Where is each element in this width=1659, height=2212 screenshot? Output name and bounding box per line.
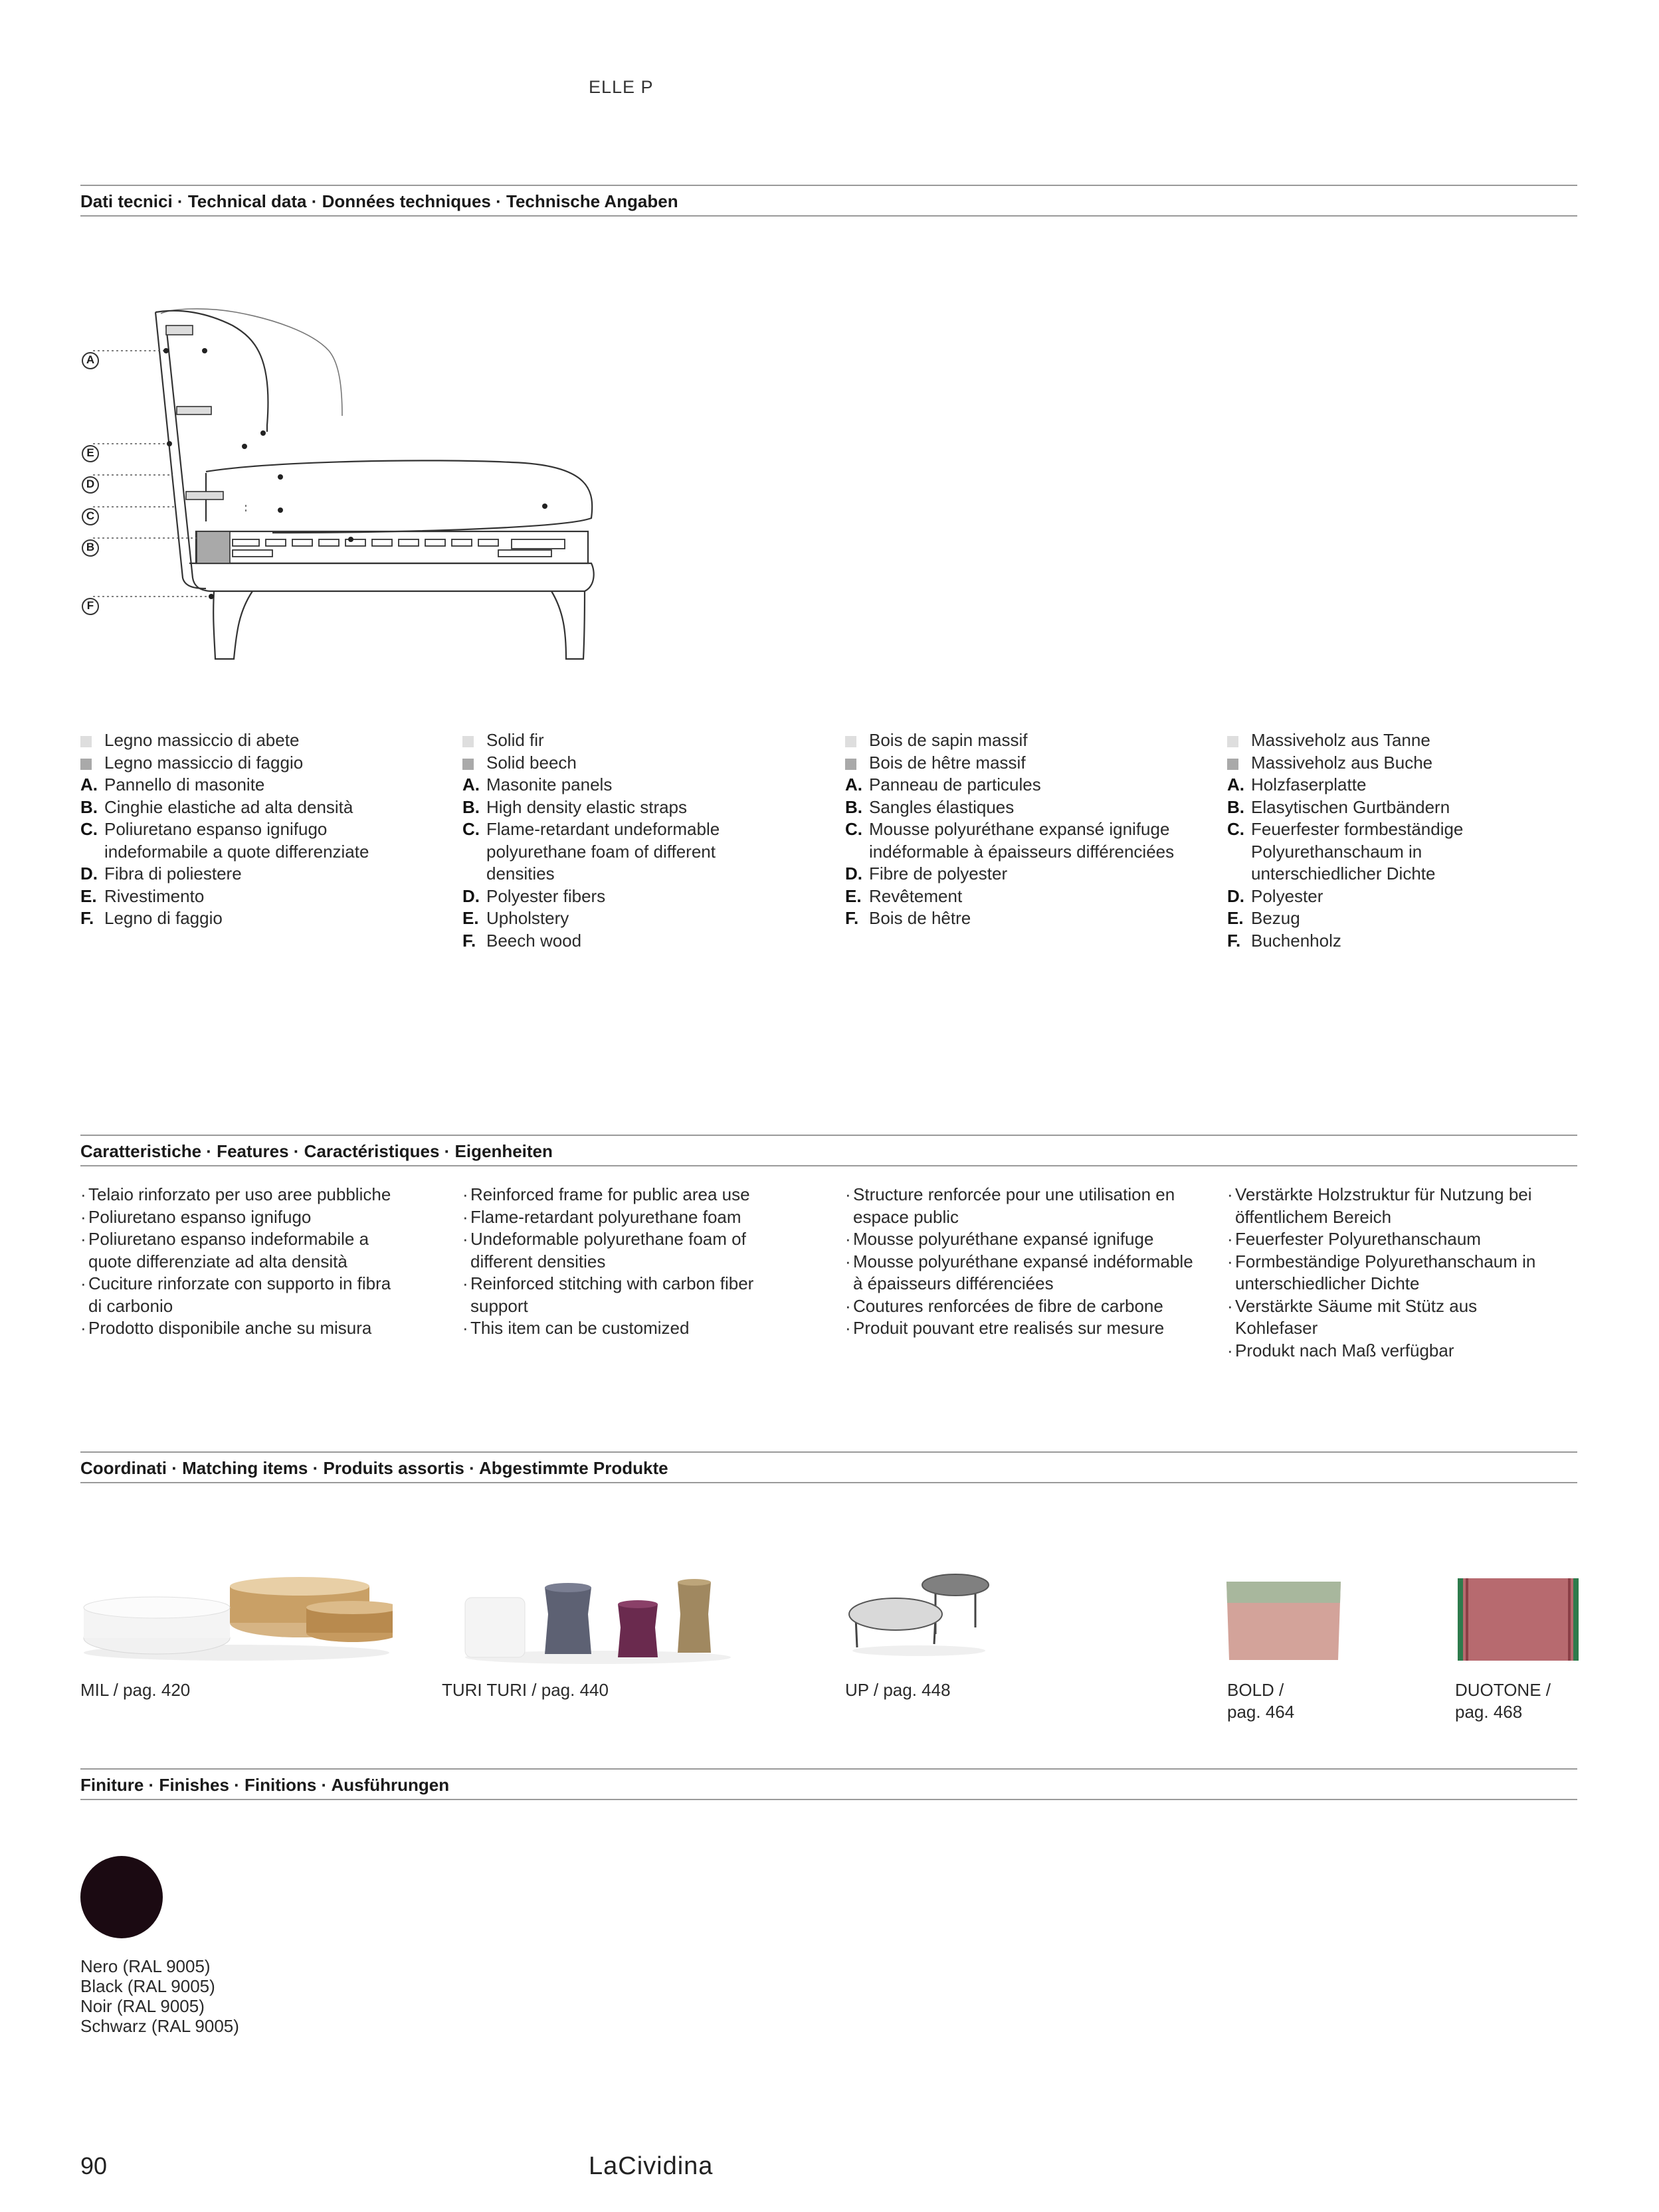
feature-item: · Reinforced frame for public area use [462,1184,808,1206]
features-en [462,1184,808,1340]
finish-swatch-black[interactable] [80,1856,163,1938]
material-d: D. Polyester [1227,885,1323,906]
mil-tables-thumbnail[interactable] [80,1566,393,1666]
material-b: B. Cinghie elastiche ad alta densità [80,796,353,817]
material-e: E. Bezug [1227,908,1300,928]
brand-name: LaCividina [589,2152,714,2180]
material-f: F. Beech wood [462,930,582,951]
features-it [80,1184,426,1340]
feature-item: · Produkt nach Maß verfügbar [1227,1340,1573,1362]
armchair-section-diagram [73,299,605,671]
page-number: 90 [80,2152,108,2179]
section-title-matching: Coordinati · Matching items · Produits assortis · Abgestimmte Produkte [80,1458,668,1478]
materials-fr [845,729,1204,930]
feature-item: · Coutures renforcées de fibre de carbone [845,1295,1191,1318]
feature-item: · Cuciture rinforzate con supporto in fibra di carbonio [80,1273,401,1317]
material-fir: Massiveholz aus Tanne [1227,729,1586,752]
feature-item: · Flame-retardant polyurethane foam [462,1206,808,1229]
material-fir: Bois de sapin massif [845,729,1204,752]
feature-item: · Verstärkte Säume mit Stütz aus Kohlefaser [1227,1295,1547,1340]
feature-item: · Prodotto disponibile anche su misura [80,1317,426,1340]
finish-label-black: Nero (RAL 9005) Black (RAL 9005) Noir (RAL 9005) Schwarz (RAL 9005) [80,1956,239,2036]
material-c: C. Mousse polyuréthane expansé ignifuge indéformable à épaisseurs différenciées [845,819,1175,862]
matching-caption-duotone[interactable]: DUOTONE / pag. 468 [1455,1680,1551,1722]
section-rule-bottom [80,1799,1577,1800]
material-d: D. Fibra di poliestere [80,864,242,883]
marker-b: B [80,538,100,558]
marker-f: F [80,597,100,616]
feature-item: · Poliuretano espanso indeformabile a quote differenziate ad alta densità [80,1228,401,1273]
marker-a: A [80,351,100,371]
material-f: F. Legno di faggio [80,908,223,928]
feature-item: · Formbeständige Polyurethanschaum in unterschiedlicher Dichte [1227,1251,1547,1295]
feature-item: · Undeformable polyurethane foam of different densities [462,1228,783,1273]
material-e: E. Upholstery [462,908,569,928]
material-a: A. Panneau de particules [845,775,1041,794]
features-fr [845,1184,1191,1340]
section-title-finishes: Finiture · Finishes · Finitions · Ausführungen [80,1775,450,1795]
section-rule-top [80,1451,1577,1453]
materials-de [1227,729,1586,952]
product-name: ELLE P [589,77,654,97]
feature-item: · Structure renforcée pour une utilisation en espace public [845,1184,1199,1228]
marker-e: E [80,444,100,464]
material-a: A. Holzfaserplatte [1227,775,1367,794]
feature-item: · Reinforced stitching with carbon fiber support [462,1273,783,1317]
matching-caption-up[interactable]: UP / pag. 448 [845,1680,951,1700]
duotone-rug-thumbnail[interactable] [1455,1576,1581,1665]
material-b: B. Sangles élastiques [845,796,1015,817]
bold-rug-thumbnail[interactable] [1224,1578,1343,1664]
material-a: A. Masonite panels [462,775,613,794]
material-c: C. Poliuretano espanso ignifugo indeformabile a quote differenziate [80,819,369,862]
section-rule-bottom [80,1165,1577,1166]
section-rule-top [80,185,1577,186]
materials-en [462,729,821,952]
marker-d: D [80,475,100,495]
up-tables-thumbnail[interactable] [842,1561,995,1661]
feature-item: · Poliuretano espanso ignifugo [80,1206,426,1229]
material-e: E. Revêtement [845,885,963,906]
material-f: F. Bois de hêtre [845,908,971,928]
turi-turi-thumbnail[interactable] [458,1574,737,1667]
material-b: B. High density elastic straps [462,796,688,817]
marker-c: C [80,507,100,527]
feature-item: · Mousse polyuréthane expansé ignifuge [845,1228,1191,1251]
section-rule-bottom [80,1482,1577,1483]
material-fir: Legno massiccio di abete [80,729,439,752]
matching-caption-mil[interactable]: MIL / pag. 420 [80,1680,191,1700]
material-d: D. Fibre de polyester [845,864,1008,883]
section-rule-top [80,1135,1577,1136]
feature-item: · Mousse polyuréthane expansé indéformable à épaisseurs différenciées [845,1251,1199,1295]
section-rule-top [80,1768,1577,1770]
material-beech: Legno massiccio di faggio [80,752,439,775]
feature-item: · This item can be customized [462,1317,808,1340]
materials-it [80,729,439,930]
material-beech: Bois de hêtre massif [845,752,1204,775]
feature-item: · Produit pouvant etre realisés sur mesure [845,1317,1191,1340]
material-d: D. Polyester fibers [462,885,606,906]
material-fir: Solid fir [462,729,821,752]
material-beech: Solid beech [462,752,821,775]
material-e: E. Rivestimento [80,885,205,906]
section-title-features: Caratteristiche · Features · Caractéristiques · Eigenheiten [80,1141,553,1161]
material-c: C. Flame-retardant undeformable polyurethane foam of different densities [462,819,720,883]
material-c: C. Feuerfester formbeständige Polyurethanschaum in unterschiedlicher Dichte [1227,819,1464,883]
feature-item: · Feuerfester Polyurethanschaum [1227,1228,1573,1251]
feature-item: · Telaio rinforzato per uso aree pubbliche [80,1184,426,1206]
section-title-technical: Dati tecnici · Technical data · Données techniques · Technische Angaben [80,191,678,211]
material-beech: Massiveholz aus Buche [1227,752,1586,775]
features-de [1227,1184,1573,1362]
material-b: B. Elasytischen Gurtbändern [1227,796,1450,817]
matching-caption-bold[interactable]: BOLD / pag. 464 [1227,1680,1295,1722]
material-a: A. Pannello di masonite [80,775,265,794]
material-f: F. Buchenholz [1227,930,1341,951]
section-rule-bottom [80,215,1577,217]
feature-item: · Verstärkte Holzstruktur für Nutzung bei öffentlichem Bereich [1227,1184,1547,1228]
matching-caption-turi-turi[interactable]: TURI TURI / pag. 440 [442,1680,609,1700]
